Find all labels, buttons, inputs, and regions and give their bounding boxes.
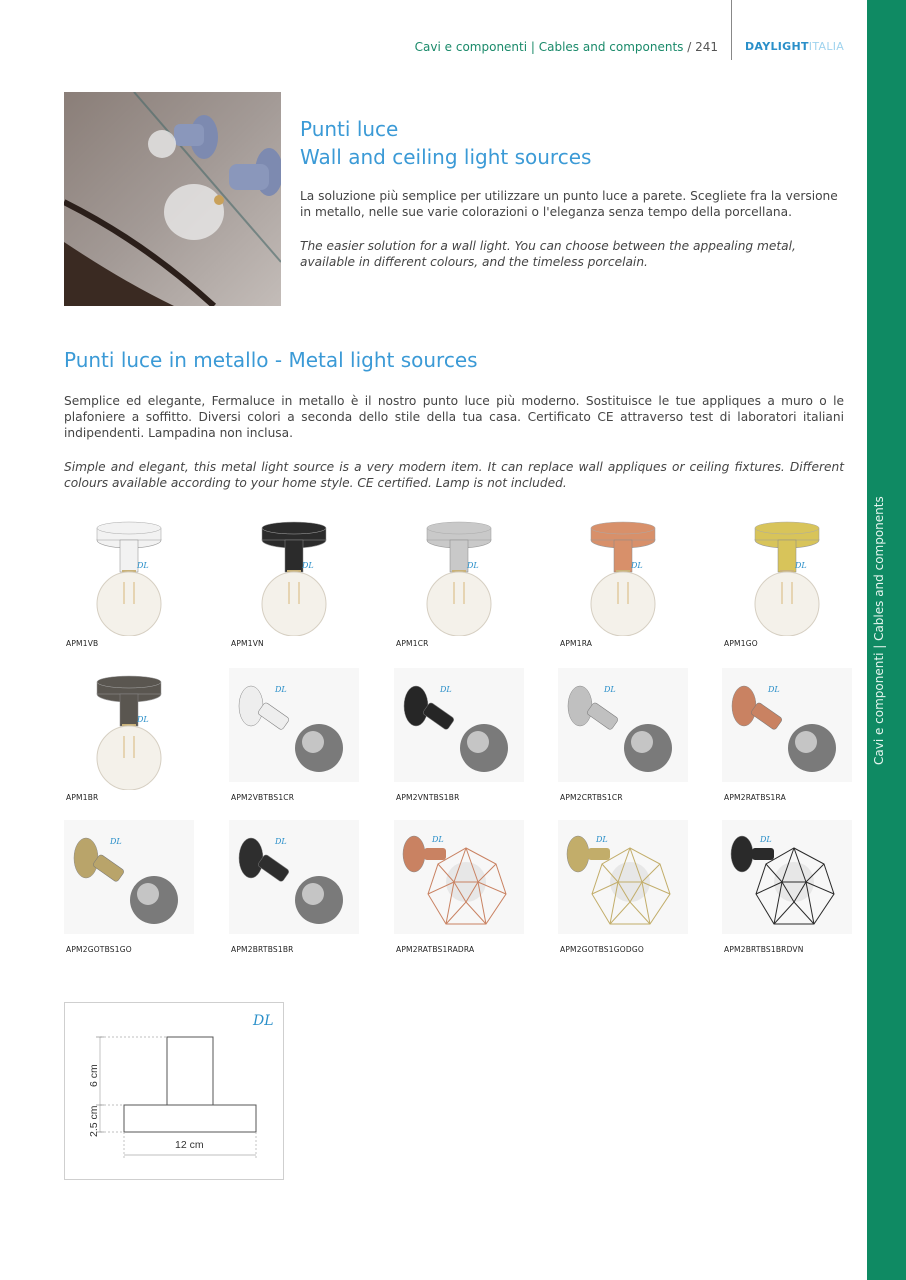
hero-photo xyxy=(64,92,281,306)
intro-text-en: The easier solution for a wall light. You can choose between the appealing metal, available in different colours, and the timeless porcelain. xyxy=(300,239,796,269)
product-image xyxy=(64,514,194,636)
product-code: APM2VNTBS1BR xyxy=(396,793,460,802)
product-code: APM1VB xyxy=(66,639,99,648)
product-code: APM2VBTBS1CR xyxy=(231,793,295,802)
product-item xyxy=(64,820,194,954)
product-image xyxy=(394,668,524,790)
product-code: APM1GO xyxy=(724,639,758,648)
dim-width: 12 cm xyxy=(175,1139,204,1151)
svg-text:DL: DL xyxy=(110,837,122,846)
header-section-title xyxy=(415,40,718,54)
product-code: APM1RA xyxy=(560,639,593,648)
product-image xyxy=(558,820,688,942)
product-image xyxy=(722,514,852,636)
product-code: APM1CR xyxy=(396,639,429,648)
product-image xyxy=(229,668,359,790)
product-image xyxy=(394,514,524,636)
svg-text:DL: DL xyxy=(137,715,149,724)
intro-title xyxy=(300,115,591,171)
dim-height-top: 6 cm xyxy=(88,1064,100,1087)
svg-text:DL: DL xyxy=(596,835,608,844)
svg-text:DL: DL xyxy=(768,685,780,694)
product-code: APM2BRTBS1BRDVN xyxy=(724,945,804,954)
section-title: Punti luce in metallo - Metal light sources xyxy=(64,348,478,372)
product-code: APM1BR xyxy=(66,793,99,802)
product-item xyxy=(558,514,688,648)
brand-main: DAYLIGHT xyxy=(745,40,809,53)
dimension-diagram xyxy=(64,1002,284,1180)
svg-text:DL: DL xyxy=(275,685,287,694)
svg-text:DL: DL xyxy=(137,561,149,570)
product-image xyxy=(64,668,194,790)
intro-text-it: La soluzione più semplice per utilizzare un punto luce a parete. Scegliete fra la versione in metallo, nelle sue varie colorazioni o l'eleganza senza tempo della porcellana. xyxy=(300,189,838,219)
section-text-en: Simple and elegant, this metal light source is a very modern item. It can replace wall appliques or ceiling fixtures. Different colours available according to your home style. CE certified. Lamp is not included. xyxy=(64,460,844,490)
page-number: / 241 xyxy=(687,40,718,54)
svg-text:DL: DL xyxy=(467,561,479,570)
side-tab-label: Cavi e componenti | Cables and components xyxy=(872,496,886,765)
product-item xyxy=(722,668,852,802)
svg-text:DL: DL xyxy=(275,837,287,846)
intro-title-it: Punti luce xyxy=(300,117,399,141)
svg-text:DL: DL xyxy=(760,835,772,844)
product-code: APM2RATBS1RA xyxy=(724,793,786,802)
product-item xyxy=(394,514,524,648)
svg-text:DL: DL xyxy=(604,685,616,694)
product-item xyxy=(558,820,688,954)
svg-text:DL: DL xyxy=(432,835,444,844)
product-item xyxy=(558,668,688,802)
product-item xyxy=(229,514,359,648)
svg-text:DL: DL xyxy=(631,561,643,570)
product-item xyxy=(722,514,852,648)
product-image xyxy=(394,820,524,942)
product-item xyxy=(229,668,359,802)
product-code: APM2GOTBS1GO xyxy=(66,945,132,954)
product-image xyxy=(229,820,359,942)
product-code: APM2RATBS1RADRA xyxy=(396,945,475,954)
product-image xyxy=(558,514,688,636)
section-text-it: Semplice ed elegante, Fermaluce in metallo è il nostro punto luce più moderno. Sostituisce le tue appliques a muro o le plafoniere a soffitto. Diversi colori a seconda dello stile della tua casa. Certificato CE attraverso test di laboratori italiani indipendenti. Lampadina non inclusa. xyxy=(64,394,844,440)
product-code: APM2CRTBS1CR xyxy=(560,793,623,802)
header-divider xyxy=(731,0,732,60)
product-item xyxy=(394,820,524,954)
product-item xyxy=(229,820,359,954)
svg-text:DL: DL xyxy=(795,561,807,570)
product-item xyxy=(64,514,194,648)
product-item xyxy=(722,820,852,954)
product-code: APM1VN xyxy=(231,639,264,648)
product-code: APM2BRTBS1BR xyxy=(231,945,294,954)
brand-logo xyxy=(745,40,844,53)
header-section-label: Cavi e componenti | Cables and components xyxy=(414,40,684,54)
product-image xyxy=(722,668,852,790)
brand-sub: ITALIA xyxy=(808,40,845,53)
product-image xyxy=(64,820,194,942)
dl-logo: DL xyxy=(253,1013,274,1029)
intro-title-en: Wall and ceiling light sources xyxy=(300,145,592,169)
product-item xyxy=(394,668,524,802)
product-image xyxy=(722,820,852,942)
product-code: APM2GOTBS1GODGO xyxy=(560,945,644,954)
product-image xyxy=(558,668,688,790)
product-image xyxy=(229,514,359,636)
svg-text:DL: DL xyxy=(440,685,452,694)
product-item xyxy=(64,668,194,802)
dim-height-base: 2.5 cm xyxy=(88,1105,100,1137)
svg-text:DL: DL xyxy=(302,561,314,570)
